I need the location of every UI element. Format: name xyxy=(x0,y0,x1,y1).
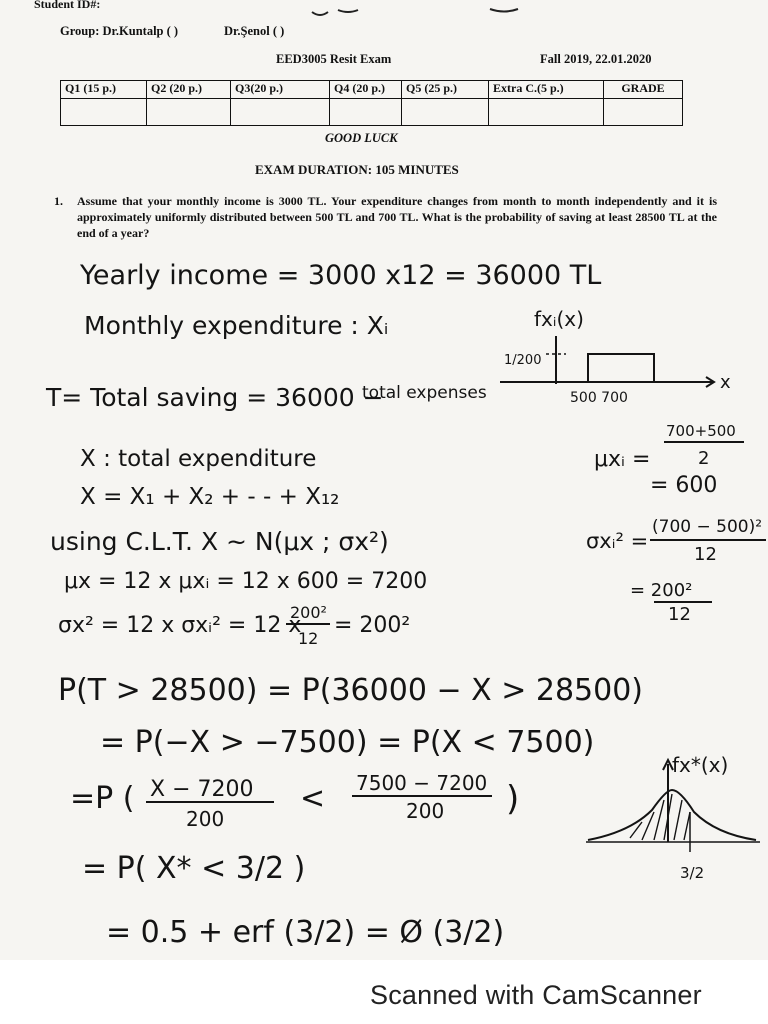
hw-sigma-xi2-den: 12 xyxy=(668,604,691,625)
hw-prob-step4: = P( X* < 3/2 ) xyxy=(82,851,306,886)
hw-prob-step3: =P ( xyxy=(70,781,135,816)
grade-col-q2: Q2 (20 p.) xyxy=(147,81,231,99)
hw-mu-xi-den: 2 xyxy=(698,448,710,469)
hw-prob-step3-lt: < xyxy=(300,781,326,816)
hw-prob-step3-den2: 200 xyxy=(406,799,445,823)
hw-pdf-label: fxᵢ(x) xyxy=(534,307,584,331)
hw-prob-step2: = P(−X > −7500) = P(X < 7500) xyxy=(100,725,595,760)
question-text: Assume that your monthly income is 3000 TL. Your expenditure changes from month to month independently and it is approximately uniformly distributed between 500 TL and 700 TL. What is the probability of saving at least 28500 TL at the end of a year? xyxy=(77,194,717,240)
hw-pdf-x: x xyxy=(720,372,731,393)
hw-mu-xi-num: 700+500 xyxy=(666,422,736,440)
question-number: 1. xyxy=(54,194,63,208)
scanner-watermark: Scanned with CamScanner xyxy=(370,980,702,1010)
hw-monthly-expenditure: Monthly expenditure : Xᵢ xyxy=(84,311,389,340)
hw-prob-step3-close: ) xyxy=(506,779,520,819)
grade-col-total: GRADE xyxy=(604,81,683,99)
hw-clt: using C.L.T. X ~ N(μx ; σx²) xyxy=(50,527,389,556)
hw-prob-step3-den1: 200 xyxy=(186,807,225,831)
hw-sigma-xi-num: (700 − 500)² xyxy=(652,517,763,537)
hw-x-sum: X = X₁ + X₂ + - - + X₁₂ xyxy=(80,484,340,510)
exam-date: Fall 2019, 22.01.2020 xyxy=(540,52,652,66)
hw-mu-xi: μxᵢ = xyxy=(594,447,651,472)
exam-duration: EXAM DURATION: 105 MINUTES xyxy=(255,162,459,177)
hw-sigma-x-result: = 200² xyxy=(334,613,411,638)
hw-sigma-xi2-num: = 200² xyxy=(630,580,693,601)
hw-prob-step3-num2: 7500 − 7200 xyxy=(356,771,488,795)
hw-pdf-height: 1/200 xyxy=(504,353,542,368)
good-luck: GOOD LUCK xyxy=(325,131,398,145)
pdf-uniform-box xyxy=(588,354,654,382)
hw-prob-step3-num1: X − 7200 xyxy=(150,777,254,802)
hw-prob-step5: = 0.5 + erf (3/2) = Ø (3/2) xyxy=(106,915,505,950)
lecturer-option: Dr.Şenol ( ) xyxy=(224,24,285,38)
hw-gauss-tick: 3/2 xyxy=(680,864,705,882)
hw-sigma-xi: σxᵢ² = xyxy=(586,529,649,553)
hw-sigma-x-num: 200² xyxy=(290,603,327,622)
hw-x-total: X : total expenditure xyxy=(80,446,317,472)
grade-col-extra: Extra C.(5 p.) xyxy=(489,81,604,99)
hw-mu-x: μx = 12 x μxᵢ = 12 x 600 = 7200 xyxy=(64,569,428,594)
hw-pdf-ticks: 500 700 xyxy=(570,390,628,406)
hw-sigma-x: σx² = 12 x σxᵢ² = 12 x xyxy=(58,613,302,638)
grade-col-q1: Q1 (15 p.) xyxy=(61,81,147,99)
hw-sigma-x-den: 12 xyxy=(298,629,319,648)
hw-total-expenses: total expenses xyxy=(362,383,487,403)
student-id-label: Student ID#: xyxy=(34,0,101,11)
hw-mu-xi-result: = 600 xyxy=(650,473,718,498)
grade-col-q4: Q4 (20 p.) xyxy=(330,81,402,99)
hw-gauss-label: fx*(x) xyxy=(672,753,729,777)
group-label: Group: Dr.Kuntalp ( ) xyxy=(60,24,179,38)
scribble-marks xyxy=(312,9,518,15)
grade-col-q3: Q3(20 p.) xyxy=(231,81,330,99)
hw-prob-step1: P(T > 28500) = P(36000 − X > 28500) xyxy=(58,673,644,708)
grade-col-q5: Q5 (25 p.) xyxy=(402,81,489,99)
exam-title: EED3005 Resit Exam xyxy=(276,52,392,66)
hw-sigma-xi-den: 12 xyxy=(694,544,717,565)
hw-total-saving: T= Total saving = 36000 − xyxy=(46,383,384,412)
hw-yearly-income: Yearly income = 3000 x12 = 36000 TL xyxy=(80,260,602,291)
